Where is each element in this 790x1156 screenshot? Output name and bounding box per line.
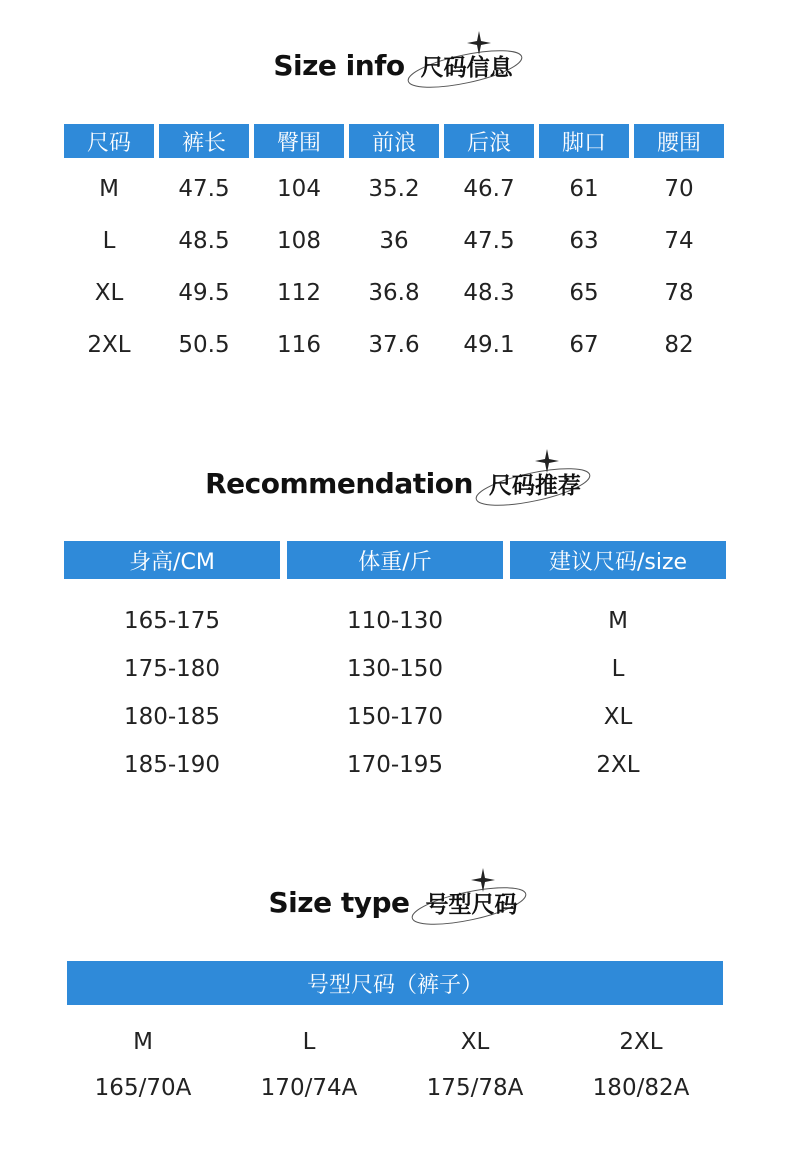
size-info-header-cell: 前浪 [349, 124, 439, 158]
table-cell: 108 [277, 228, 321, 254]
size-info-header-cell: 臀围 [254, 124, 344, 158]
table-cell: M [608, 608, 628, 634]
recommendation-header-cell: 体重/斤 [287, 541, 503, 579]
size-label: L [302, 1029, 316, 1055]
size-type-header-row [67, 961, 723, 1005]
table-cell: 48.3 [463, 280, 515, 306]
table-cell: L [611, 656, 625, 682]
size-label: M [133, 1029, 153, 1055]
size-label: 2XL [619, 1029, 663, 1055]
recommendation-title-en: Recommendation [205, 466, 473, 500]
size-type-title-cn-wrap [421, 886, 521, 919]
size-info-title-en: Size info [273, 48, 405, 82]
table-cell: 36.8 [368, 280, 420, 306]
recommendation-title [0, 453, 790, 513]
table-cell: 104 [277, 176, 321, 202]
size-type-title-en: Size type [268, 885, 410, 919]
recommendation-header-row [64, 541, 726, 579]
table-cell: 116 [277, 332, 321, 358]
table-cell: 49.1 [463, 332, 515, 358]
table-row [64, 332, 724, 358]
table-cell: 74 [664, 228, 694, 254]
size-code: 175/78A [426, 1075, 524, 1101]
table-cell: 165-175 [123, 608, 221, 634]
size-info-title-cn: 尺码信息 [420, 54, 513, 81]
size-info-title-cn-wrap [417, 49, 517, 82]
table-cell: 170-195 [346, 752, 444, 778]
table-cell: 47.5 [463, 228, 515, 254]
recommendation-title-cn-wrap [485, 467, 585, 500]
size-info-header-cell: 脚口 [539, 124, 629, 158]
table-row [64, 228, 724, 254]
table-cell: 150-170 [346, 704, 444, 730]
table-cell: 110-130 [346, 608, 444, 634]
table-cell: 46.7 [463, 176, 515, 202]
size-type-title-cn: 号型尺码 [425, 891, 518, 918]
table-cell: 61 [569, 176, 599, 202]
table-row [64, 656, 726, 682]
size-info-header-cell: 后浪 [444, 124, 534, 158]
table-cell: 70 [664, 176, 694, 202]
size-info-header-cell: 腰围 [634, 124, 724, 158]
table-cell: 2XL [87, 332, 131, 358]
table-cell: 36 [379, 228, 409, 254]
size-info-header-row [64, 124, 724, 158]
size-info-header-cell: 尺码 [64, 124, 154, 158]
table-cell: 82 [664, 332, 694, 358]
table-cell: L [102, 228, 116, 254]
recommendation-title-cn: 尺码推荐 [488, 472, 581, 499]
table-cell: 50.5 [178, 332, 230, 358]
table-cell: M [99, 176, 119, 202]
size-type-title [0, 872, 790, 932]
table-cell: 67 [569, 332, 599, 358]
size-code: 170/74A [260, 1075, 358, 1101]
table-cell: XL [603, 704, 633, 730]
table-cell: 185-190 [123, 752, 221, 778]
recommendation-header-cell: 建议尺码/size [510, 541, 726, 579]
table-cell: 175-180 [123, 656, 221, 682]
table-cell: XL [94, 280, 124, 306]
table-row [64, 280, 724, 306]
size-type-codes-row [60, 1075, 724, 1101]
table-cell: 78 [664, 280, 694, 306]
table-cell: 48.5 [178, 228, 230, 254]
size-label: XL [460, 1029, 490, 1055]
table-cell: 35.2 [368, 176, 420, 202]
size-type-sizes-row [60, 1029, 724, 1055]
table-cell: 112 [277, 280, 321, 306]
table-cell: 37.6 [368, 332, 420, 358]
table-cell: 63 [569, 228, 599, 254]
table-cell: 49.5 [178, 280, 230, 306]
table-row [64, 752, 726, 778]
size-info-title [0, 35, 790, 95]
table-cell: 47.5 [178, 176, 230, 202]
table-row [64, 704, 726, 730]
table-cell: 130-150 [346, 656, 444, 682]
table-cell: 2XL [596, 752, 640, 778]
table-cell: 180-185 [123, 704, 221, 730]
table-row [64, 176, 724, 202]
size-type-header-cell: 号型尺码（裤子） [67, 961, 723, 1005]
size-info-header-cell: 裤长 [159, 124, 249, 158]
size-code: 180/82A [592, 1075, 690, 1101]
table-row [64, 608, 726, 634]
recommendation-header-cell: 身高/CM [64, 541, 280, 579]
size-code: 165/70A [94, 1075, 192, 1101]
table-cell: 65 [569, 280, 599, 306]
